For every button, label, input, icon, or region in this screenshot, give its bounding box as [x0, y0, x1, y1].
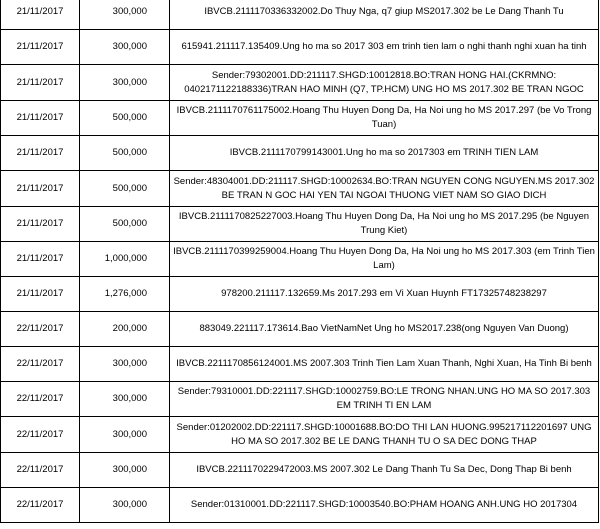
date-cell: 21/11/2017 — [1, 171, 80, 207]
description-cell: 615941.211117.135409.Ung ho ma so 2017 303 em trinh tien lam o nghi thanh nghi xuan ha tinh — [170, 30, 599, 65]
table-row — [1, 136, 599, 171]
table-row — [1, 277, 599, 312]
table-row — [1, 488, 599, 523]
description-cell: Sender:79302001.DD:211117.SHGD:10012818.BO:TRAN HONG HAI.(CKRMNO: 0402171122188336)TRAN HAO MINH (Q7, TP.HCM) UNG HO MS 2017.302 BE TRAN NGOC — [170, 65, 599, 101]
table-row — [1, 171, 599, 207]
amount-cell: 500,000 — [80, 101, 170, 136]
amount-cell: 1,000,000 — [80, 242, 170, 277]
date-cell: 21/11/2017 — [1, 30, 80, 65]
description-cell: IBVCB.2111170336332002.Do Thuy Nga, q7 giup MS2017.302 be Le Dang Thanh Tu — [170, 0, 599, 30]
description-cell: Sender:01310001.DD:221117.SHGD:10003540.BO:PHAM HOANG ANH.UNG HO 2017304 — [170, 488, 599, 523]
amount-cell: 300,000 — [80, 65, 170, 101]
description-cell: IBVCB.2111170399259004.Hoang Thu Huyen Dong Da, Ha Noi ung ho MS 2017.303 (em Trinh Tien Lam) — [170, 242, 599, 277]
table-row — [1, 242, 599, 277]
table-row — [1, 207, 599, 242]
date-cell: 21/11/2017 — [1, 0, 80, 30]
amount-cell: 300,000 — [80, 0, 170, 30]
date-cell: 21/11/2017 — [1, 101, 80, 136]
amount-cell: 300,000 — [80, 347, 170, 382]
description-cell: 978200.211117.132659.Ms 2017.293 em Vi Xuan Huynh FT17325748238297 — [170, 277, 599, 312]
description-cell: IBVCB.2211170856124001.MS 2007.303 Trinh Tien Lam Xuan Thanh, Nghi Xuan, Ha Tinh Bi benh — [170, 347, 599, 382]
description-cell: Sender:79310001.DD:221117.SHGD:10002759.BO:LE TRONG NHAN.UNG HO MA SO 2017.303 EM TRINH TI EN LAM — [170, 382, 599, 417]
date-cell: 22/11/2017 — [1, 453, 80, 488]
amount-cell: 200,000 — [80, 312, 170, 347]
date-cell: 21/11/2017 — [1, 242, 80, 277]
description-cell: Sender:48304001.DD:211117.SHGD:10002634.BO:TRAN NGUYEN CONG NGUYEN.MS 2017.302 BE TRAN N GOC HAI YEN TAI NGOAI THUONG VIET NAM SO GIAO DICH — [170, 171, 599, 207]
amount-cell: 500,000 — [80, 207, 170, 242]
description-cell: IBVCB.2211170229472003.MS 2007.302 Le Dang Thanh Tu Sa Dec, Dong Thap Bi benh — [170, 453, 599, 488]
date-cell: 21/11/2017 — [1, 65, 80, 101]
date-cell: 22/11/2017 — [1, 382, 80, 417]
date-cell: 22/11/2017 — [1, 417, 80, 453]
amount-cell: 300,000 — [80, 30, 170, 65]
table-row — [1, 347, 599, 382]
amount-cell: 1,276,000 — [80, 277, 170, 312]
description-cell: Sender:01202002.DD:221117.SHGD:10001688.BO:DO THI LAN HUONG.995217112201697 UNG HO MA SO 2017.302 BE LE DANG THANH TU O SA DEC DONG THAP — [170, 417, 599, 453]
amount-cell: 300,000 — [80, 453, 170, 488]
date-cell: 22/11/2017 — [1, 347, 80, 382]
amount-cell: 500,000 — [80, 136, 170, 171]
amount-cell: 500,000 — [80, 171, 170, 207]
amount-cell: 300,000 — [80, 488, 170, 523]
date-cell: 22/11/2017 — [1, 488, 80, 523]
date-cell: 21/11/2017 — [1, 207, 80, 242]
amount-cell: 300,000 — [80, 417, 170, 453]
date-cell: 22/11/2017 — [1, 312, 80, 347]
description-cell: IBVCB.2111170825227003.Hoang Thu Huyen Dong Da, Ha Noi ung ho MS 2017.295 (be Nguyen Trung Kiet) — [170, 207, 599, 242]
date-cell: 21/11/2017 — [1, 277, 80, 312]
table-row — [1, 0, 599, 30]
date-cell: 21/11/2017 — [1, 136, 80, 171]
table-row — [1, 417, 599, 453]
description-cell: 883049.221117.173614.Bao VietNamNet Ung ho MS2017.238(ong Nguyen Van Duong) — [170, 312, 599, 347]
table-row — [1, 65, 599, 101]
table-row — [1, 453, 599, 488]
table-row — [1, 312, 599, 347]
amount-cell: 300,000 — [80, 382, 170, 417]
table-row — [1, 382, 599, 417]
donation-table-body — [1, 0, 599, 523]
description-cell: IBVCB.2111170799143001.Ung ho ma so 2017303 em TRINH TIEN LAM — [170, 136, 599, 171]
description-cell: IBVCB.2111170761175002.Hoang Thu Huyen Dong Da, Ha Noi ung ho MS 2017.297 (be Vo Trong Tuan) — [170, 101, 599, 136]
table-row — [1, 30, 599, 65]
table-row — [1, 101, 599, 136]
